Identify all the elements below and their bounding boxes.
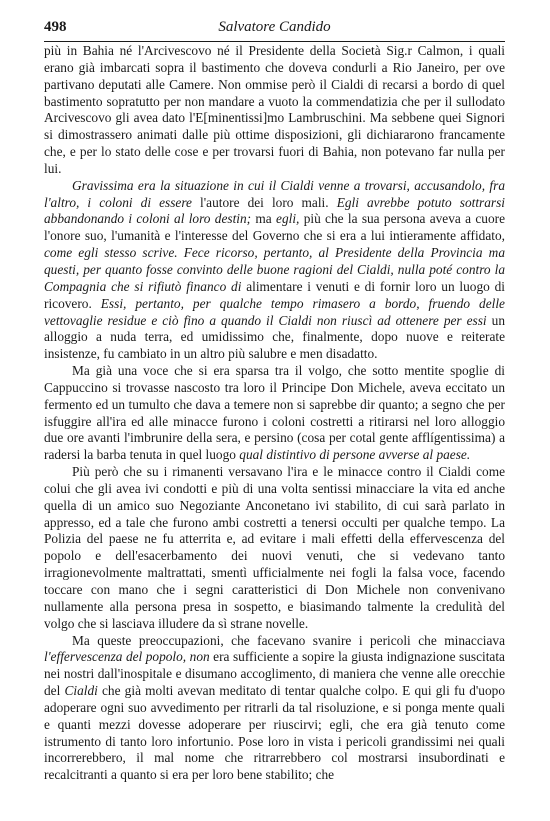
header-rule bbox=[44, 41, 505, 42]
text-segment: Ma già una voce che si era sparsa tra il volgo, che sotto mentite spoglie di Cappuccino si trovasse nascosto tra loro il Principe Don Michele, aveva eccitato un fermento ed un tumulto che dava a temere non si saprebbe dir quanto; a segno che per isfuggire all'ira ed alle minacce furono i coloni costretti a ritirarsi nel loro alloggio due ore avanti l'imbrunire della sera, e persino (cosa per cotal gente afflígentissima) a radersi la barba tenuta in quel luogo bbox=[44, 363, 505, 463]
italic-text-segment: Egli avrebbe potuto sottrarsi abbandonando i coloni al loro destin; bbox=[44, 194, 505, 227]
text-segment: Ma queste preoccupazioni, che facevano svanire i pericoli che minacciava bbox=[72, 632, 505, 648]
text-segment: era sufficiente a sopire la giusta indignazione suscitata nei nostri dall'inospitale e disumano accoglimento, di maniera che venne alle orecchie del bbox=[44, 649, 505, 699]
italic-text-segment: Cialdi bbox=[64, 683, 98, 699]
italic-text-segment: Gravissima era la situazione in cui il Cialdi venne a trovarsi, accusandolo, fra l'altro, i coloni di essere bbox=[44, 177, 505, 210]
text-segment: l'autore dei loro mali. bbox=[191, 194, 337, 210]
paragraph bbox=[44, 43, 505, 178]
text-segment: alimentare i venuti e di fornir loro un luogo di ricovero. bbox=[44, 278, 505, 311]
italic-text-segment: l'effervescenza del popolo, non bbox=[44, 649, 210, 665]
text-segment: un alloggio a nuda terra, ed umidissimo che, finalmente, dopo nuove e reiterate insistenze, fu cambiato in un altro più salubre e men disadatto. bbox=[44, 312, 505, 362]
text-segment: Più però che su i rimanenti versavano l'ira e le minacce contro il Cialdi come colui che gli avea ivi condotti e più di una volta sentissi minacciare la vita ed anche quella di un amico suo Negoziante Anconetano ivi stabilito, di cui sarà parlato in appresso, ed a tale che furono ambi costretti a tenersi occulti per qualche tempo. La Polizia del paese ne fu atterrita e, ad evitare i mali effetti della effervescenza del popolo e dell'esacerbamento dei nuovi venuti, che si vedevano tanto irragionevolmente maltrattati, smentì ufficialmente nei fogli la falsa voce, facendo toccare con mano che i segni caratteristici di Don Michele non convenivano nullamente alla persona presa in sospetto, e biasimando talmente la credulità del volgo che si lasciava illudere da sì strane novelle. bbox=[44, 464, 505, 631]
paragraph bbox=[44, 633, 505, 785]
italic-text-segment: qual distintivo di persone avverse al paese. bbox=[239, 447, 471, 463]
italic-text-segment: come egli stesso scrive. Fece ricorso, pertanto, al Presidente della Provincia ma questi, per quanto fosse convinto delle buone ragioni del Cialdi, nulla poté contro la Compagnia che si rifiutò financo di bbox=[44, 245, 505, 294]
running-head: Salvatore Candido bbox=[218, 19, 331, 35]
italic-text-segment: egli, bbox=[276, 211, 300, 227]
text-segment: più che la sua persona aveva a cuore l'onore suo, l'umanità e l'interesse del Governo che si era a lui intieramente affidato, bbox=[44, 211, 505, 244]
text-segment: che già molti avevan meditato di tentar qualche colpo. E qui gli fu d'uopo adoperare ogni suo avvedimento per ritrarli da tal risoluzione, e si ponga mente quali e quanti mezzi dovesse adoperare per riuscirvi; egli, che era già tenuto come istrumento di tanto loro infortunio. Pose loro in vista i pericoli grandissimi nei quali incorrerebbero, il mal nome che ritrarrebbero col mostrarsi insubordinati e recalcitranti a quanto si era per loro bene stabilito; che bbox=[44, 683, 505, 783]
paragraph bbox=[44, 464, 505, 632]
body-text bbox=[44, 43, 505, 784]
text-segment: ma bbox=[251, 211, 277, 227]
paragraph bbox=[44, 363, 505, 464]
italic-text-segment: Essi, pertanto, per qualche tempo rimasero a bordo, fruendo delle vettovaglie residue e ciò fino a quando il Cialdi non riuscì ad ottenere per essi bbox=[44, 295, 505, 328]
text-segment: più in Bahia né l'Arcivescovo né il Presidente della Società Sig.r Calmon, i quali erano già imbarcati sopra il bastimento che doveva condurli a Rio Janeiro, per ove partivano deputati alle Camere. Non ommise però il Cialdi di recarsi a bordo di quel bastimento sopratutto per non mandare a vuoto la commendatizia che per il sullodato Arcivescovo gli avea dato l'E[minentissi]mo Lambruschini. Ma sebbene quei Signori si dimostrassero animati dalle più ottime disposizioni, gli dichiararono francamente che, e per lo stato delle cose e per trovarsi fuori di Bahia, non potevano far nulla per lui. bbox=[44, 43, 505, 176]
paragraph bbox=[44, 178, 505, 363]
page-number: 498 bbox=[44, 19, 67, 35]
page-header bbox=[44, 15, 505, 41]
